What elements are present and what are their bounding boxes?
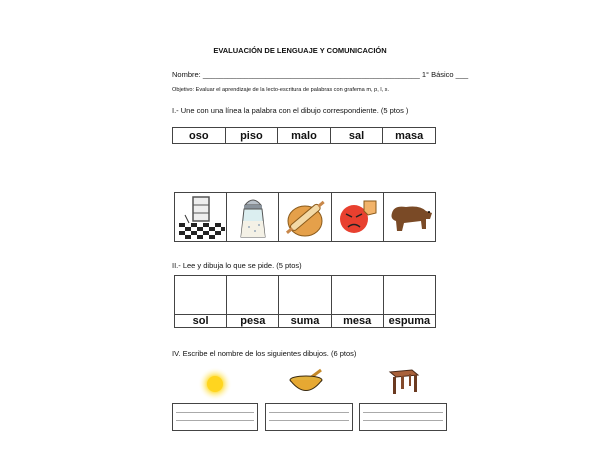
drawing-area[interactable] xyxy=(227,276,278,315)
drawing-cell[interactable] xyxy=(227,276,279,328)
salt-shaker-icon xyxy=(227,193,279,241)
word-label: sol xyxy=(192,315,209,327)
table-picture xyxy=(387,368,421,396)
sun-picture xyxy=(198,367,232,401)
write-box[interactable] xyxy=(172,403,258,431)
soup-bowl-icon xyxy=(287,367,325,397)
word-cell[interactable]: sal xyxy=(330,128,383,144)
section-1-word-row xyxy=(172,127,436,144)
word-label: mesa xyxy=(343,315,372,327)
bear-icon xyxy=(384,193,436,241)
drawing-cell[interactable] xyxy=(175,276,227,328)
drawing-area[interactable] xyxy=(332,276,383,315)
angry-thumbs-down-icon xyxy=(332,193,384,241)
picture-cell[interactable] xyxy=(383,193,435,242)
section-2-drawing-table xyxy=(174,275,436,328)
drawing-cell[interactable] xyxy=(383,276,435,328)
picture-cell[interactable] xyxy=(227,193,279,242)
table-icon xyxy=(387,368,421,396)
drawing-cell[interactable] xyxy=(279,276,331,328)
section-4-instruction: IV. Escribe el nombre de los siguientes dibujos. (6 ptos) xyxy=(172,349,357,358)
drawing-area[interactable] xyxy=(279,276,330,315)
page-title: EVALUACIÓN DE LENGUAJE Y COMUNICACIÓN xyxy=(213,46,387,55)
section-2-instruction: II.- Lee y dibuja lo que se pide. (5 ptos) xyxy=(172,261,302,270)
word-label: suma xyxy=(290,315,320,327)
dough-rolling-pin-icon xyxy=(279,193,331,241)
name-grade-line[interactable]: Nombre: ____________________________________________________ 1° Básico ___ xyxy=(172,70,469,79)
write-box[interactable] xyxy=(359,403,447,431)
word-label: espuma xyxy=(388,315,431,327)
word-cell[interactable]: malo xyxy=(278,128,331,144)
soup-picture xyxy=(287,367,325,397)
section-1-instruction: I.- Une con una línea la palabra con el dibujo correspondiente. (5 ptos ) xyxy=(172,106,409,115)
picture-cell[interactable] xyxy=(331,193,383,242)
word-cell[interactable]: oso xyxy=(173,128,226,144)
objective-text: Objetivo: Evaluar el aprendizaje de la lecto-escritura de palabras con grafema m, p, l, s. xyxy=(172,87,390,93)
drawing-area[interactable] xyxy=(384,276,435,315)
picture-cell[interactable] xyxy=(175,193,227,242)
write-box[interactable] xyxy=(265,403,353,431)
picture-cell[interactable] xyxy=(279,193,331,242)
section-1-picture-row xyxy=(174,192,436,242)
tiled-floor-icon xyxy=(175,193,227,241)
sun-icon xyxy=(198,367,232,401)
word-label: pesa xyxy=(240,315,266,327)
word-cell[interactable]: piso xyxy=(225,128,278,144)
word-cell[interactable]: masa xyxy=(383,128,436,144)
drawing-area[interactable] xyxy=(175,276,226,315)
drawing-cell[interactable] xyxy=(331,276,383,328)
